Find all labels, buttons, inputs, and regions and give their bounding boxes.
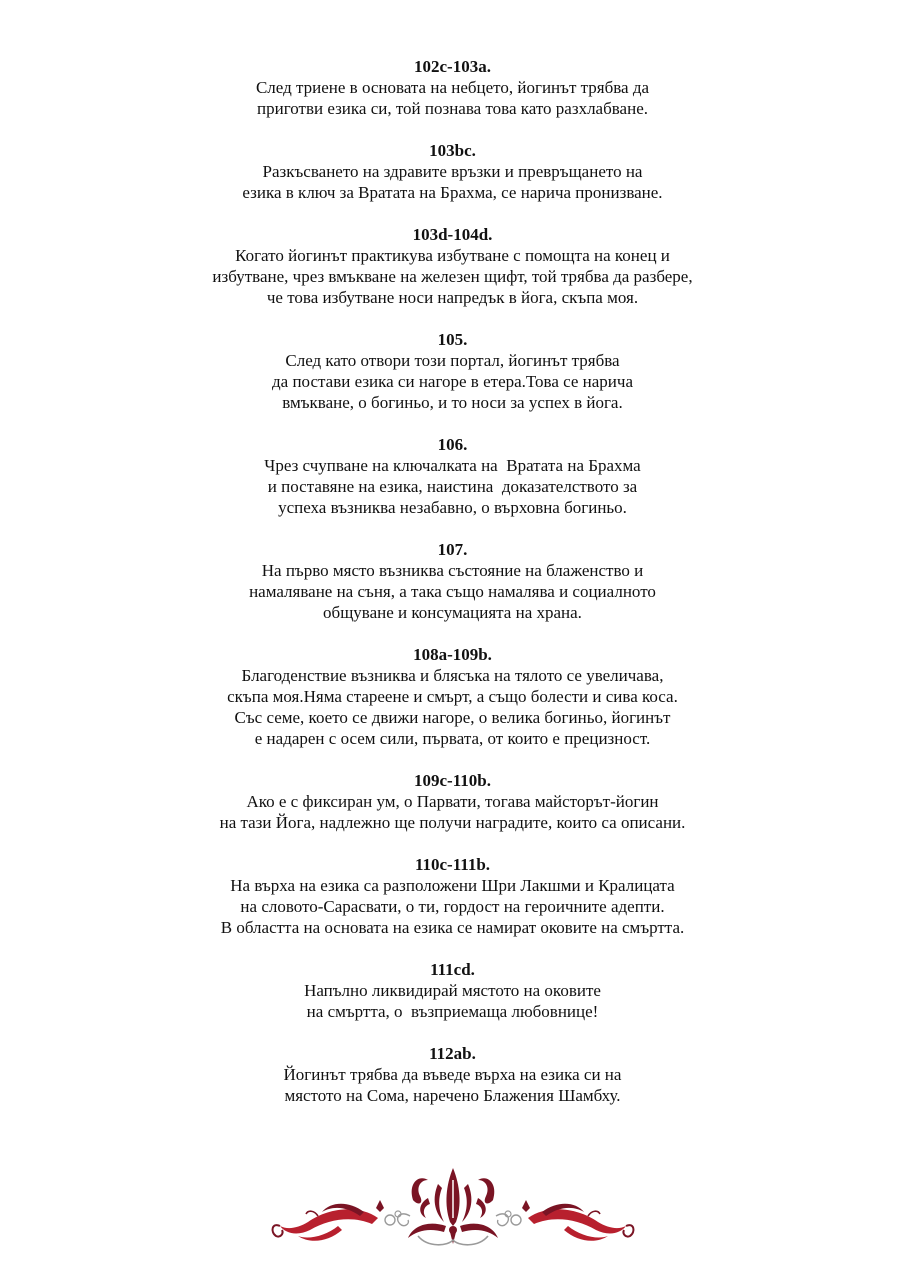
verse-105: [0, 329, 905, 413]
verse-line: Когато йогинът практикува избутване с помощта на конец и: [235, 246, 670, 265]
verse-line: успеха възниква незабавно, о върховна богиньо.: [278, 498, 627, 517]
verse-103d-104d: [0, 224, 905, 308]
verse-106: [0, 434, 905, 518]
verse-line: Йогинът трябва да въведе върха на езика си на: [283, 1065, 622, 1084]
verse-number: 107.: [437, 540, 468, 559]
verse-108a-109b: [0, 644, 905, 749]
document-page: [0, 56, 905, 1127]
verse-number: 110c-111b.: [414, 855, 491, 874]
verse-line: мястото на Сома, наречено Блажения Шамбху.: [284, 1086, 621, 1105]
verse-number: 108a-109b.: [413, 645, 492, 664]
verse-line: че това избутване носи напредък в йога, скъпа моя.: [266, 288, 639, 307]
verse-line: общуване и консумацията на храна.: [323, 603, 582, 622]
verse-line: вмъкване, о богиньо, и то носи за успех в йога.: [282, 393, 623, 412]
verse-line: Със семе, което се движи нагоре, о велика богиньо, йогинът: [234, 708, 671, 727]
verse-line: Ако е с фиксиран ум, о Парвати, тогава майсторът-йогин: [246, 792, 659, 811]
verse-line: Напълно ликвидирай мястото на оковите: [304, 981, 601, 1000]
verse-line: скъпа моя.Няма стареене и смърт, а също болести и сива коса.: [227, 687, 678, 706]
verse-line: Чрез счупване на ключалката на Вратата на Брахма: [264, 456, 641, 475]
verse-number: 103bc.: [429, 141, 476, 160]
verse-111cd: [0, 959, 905, 1022]
verse-number: 109c-110b.: [414, 771, 491, 790]
verse-line: избутване, чрез вмъкване на железен щифт, той трябва да разбере,: [212, 267, 693, 286]
verse-line: След триене в основата на небцето, йогинът трябва да: [255, 78, 650, 97]
verse-line: На първо място възниква състояние на блаженство и: [261, 561, 644, 580]
verse-109c-110b: [0, 770, 905, 833]
verse-number: 103d-104d.: [412, 225, 493, 244]
verse-103bc: [0, 140, 905, 203]
verse-line: Разкъсването на здравите връзки и превръщането на: [262, 162, 643, 181]
verse-line: и поставяне на езика, наистина доказателството за: [267, 477, 638, 496]
verse-number: 112ab.: [429, 1044, 476, 1063]
verse-line: След като отвори този портал, йогинът трябва: [285, 351, 620, 370]
verse-line: е надарен с осем сили, първата, от които е прецизност.: [254, 729, 651, 748]
verse-line: На върха на езика са разположени Шри Лакшми и Кралицата: [230, 876, 675, 895]
verse-line: намаляване на съня, а така също намалява и социалното: [249, 582, 656, 601]
verse-line: езика в ключ за Вратата на Брахма, се нарича пронизване.: [242, 183, 663, 202]
verse-number: 105.: [437, 330, 468, 349]
verse-line: на тази Йога, надлежно ще получи наградите, които са описани.: [219, 813, 686, 832]
verse-number: 106.: [437, 435, 468, 454]
verse-line: приготви езика си, той познава това като разхлабване.: [257, 99, 648, 118]
verse-line: на словото-Сарасвати, о ти, гордост на героичните адепти.: [240, 897, 665, 916]
verse-107: [0, 539, 905, 623]
verse-line: В областта на основата на езика се намират оковите на смъртта.: [220, 918, 685, 937]
verse-112ab: [0, 1043, 905, 1106]
verse-line: на смъртта, о възприемаща любовнице!: [306, 1002, 599, 1021]
verse-102c-103a: [0, 56, 905, 119]
verse-number: 111cd.: [430, 960, 475, 979]
verse-number: 102c-103a.: [414, 57, 491, 76]
verse-110c-111b: [0, 854, 905, 938]
floral-flourish-ornament-icon: [268, 1160, 638, 1250]
verse-line: Благоденствие възниква и блясъка на тялото се увеличава,: [241, 666, 664, 685]
verse-line: да постави езика си нагоре в етера.Това се нарича: [272, 372, 633, 391]
